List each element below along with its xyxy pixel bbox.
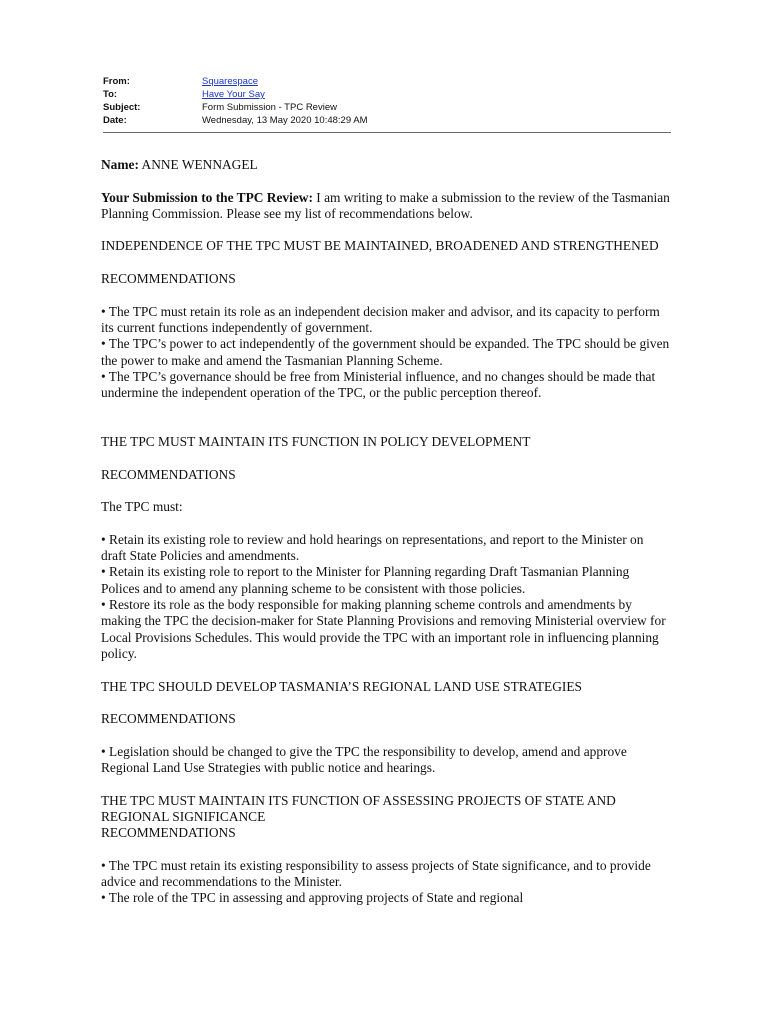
date-value: Wednesday, 13 May 2020 10:48:29 AM	[202, 115, 368, 126]
section3-bullet-list	[101, 744, 671, 777]
list-item: • Restore its role as the body responsible for making planning scheme controls and amendments by making the TPC the decision-maker for State Planning Provisions and removing Ministerial overview for Local Provisions Schedules. This would provide the TPC with an important role in influencing planning policy.	[101, 597, 666, 661]
email-header	[103, 75, 671, 127]
header-date-row	[103, 114, 671, 127]
section1-bullet-list	[101, 304, 671, 402]
to-link[interactable]: Have Your Say	[202, 89, 265, 100]
section2-recommendations-label: RECOMMENDATIONS	[101, 466, 236, 482]
section3-heading: THE TPC SHOULD DEVELOP TASMANIA’S REGIONAL LAND USE STRATEGIES	[101, 678, 582, 694]
name-value: ANNE WENNAGEL	[141, 157, 258, 172]
list-item: • The TPC’s power to act independently of the government should be expanded. The TPC should be given the power to make and amend the Tasmanian Planning Scheme.	[101, 336, 670, 368]
subject-value: Form Submission - TPC Review	[202, 102, 337, 113]
from-link[interactable]: Squarespace	[202, 76, 258, 87]
section4-heading: THE TPC MUST MAINTAIN ITS FUNCTION OF ASSESSING PROJECTS OF STATE AND REGIONAL SIGNIFICANCE	[101, 792, 616, 824]
section4-bullet-list	[101, 858, 671, 907]
list-item: • The role of the TPC in assessing and approving projects of State and regional	[101, 890, 524, 906]
section2-intro: The TPC must:	[101, 499, 183, 515]
header-divider	[103, 132, 671, 133]
submission-body	[101, 157, 671, 907]
submission-label: Your Submission to the TPC Review:	[101, 189, 313, 205]
section2-bullet-list	[101, 532, 671, 662]
section1-recommendations-label: RECOMMENDATIONS	[101, 271, 236, 287]
submission-intro	[101, 190, 671, 223]
submission-intro-text: I am writing to make a submission to the review of the Tasmanian Planning Commission. Please see my list of recommendations below.	[101, 189, 670, 221]
to-label: To:	[103, 89, 118, 100]
from-label: From:	[103, 76, 130, 87]
section3-recommendations-label: RECOMMENDATIONS	[101, 711, 236, 727]
section4-recommendations-label: RECOMMENDATIONS	[101, 825, 236, 841]
section1-heading: INDEPENDENCE OF THE TPC MUST BE MAINTAINED, BROADENED AND STRENGTHENED	[101, 238, 659, 254]
subject-label: Subject:	[103, 102, 141, 113]
list-item: • Legislation should be changed to give the TPC the responsibility to develop, amend and approve Regional Land Use Strategies with public notice and hearings.	[101, 743, 627, 775]
list-item: • Retain its existing role to report to the Minister for Planning regarding Draft Tasmanian Planning Polices and to amend any planning scheme to be consistent with those policies.	[101, 564, 630, 596]
list-item: • The TPC’s governance should be free from Ministerial influence, and no changes should be made that undermine the independent operation of the TPC, or the public perception thereof.	[101, 368, 656, 401]
date-label: Date:	[103, 115, 127, 126]
section2-heading: THE TPC MUST MAINTAIN ITS FUNCTION IN POLICY DEVELOPMENT	[101, 434, 531, 450]
header-subject-row	[103, 101, 671, 114]
name-label: Name:	[101, 157, 139, 172]
list-item: • Retain its existing role to review and hold hearings on representations, and report to the Minister on draft State Policies and amendments.	[101, 531, 644, 564]
list-item: • The TPC must retain its role as an independent decision maker and advisor, and its capacity to perform its current functions independently of government.	[101, 303, 660, 335]
name-line	[101, 157, 671, 173]
header-to-row	[103, 88, 671, 101]
header-from-row	[103, 75, 671, 88]
list-item: • The TPC must retain its existing responsibility to assess projects of State significance, and to provide advice and recommendations to the Minister.	[101, 857, 651, 890]
